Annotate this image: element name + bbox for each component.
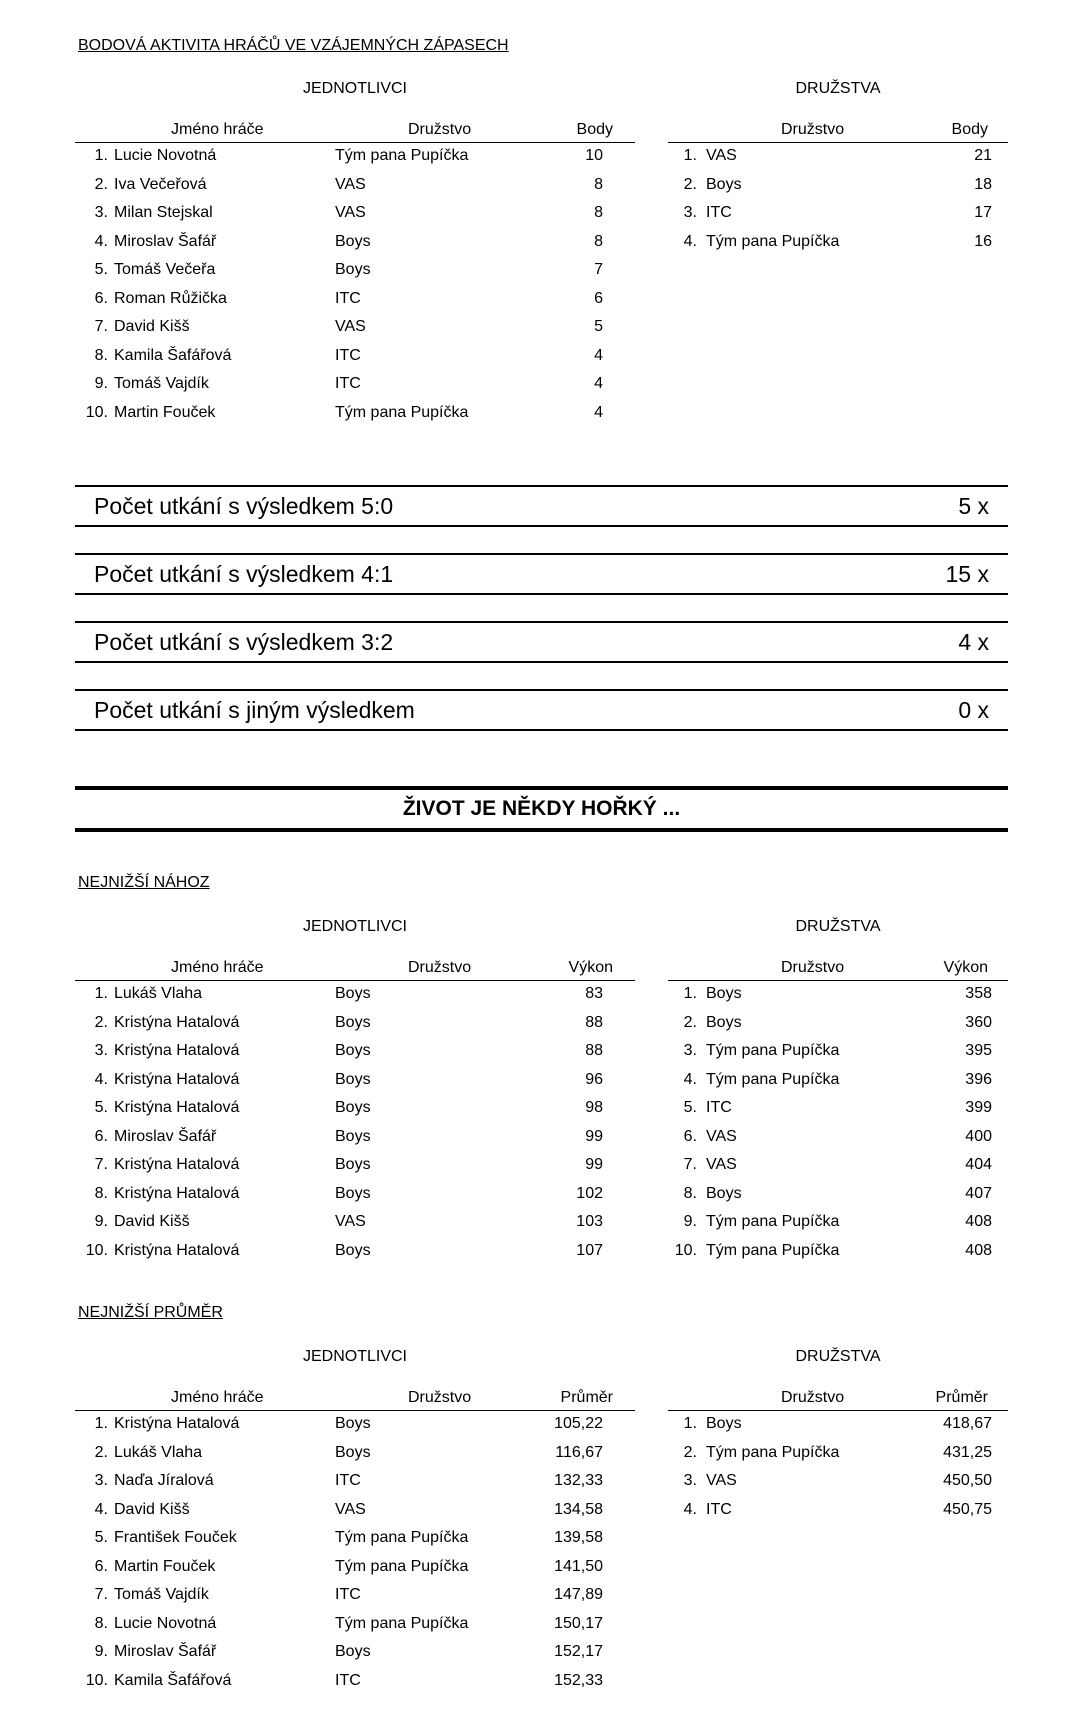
rank: 6. [94,1557,108,1575]
table-row [75,981,635,1009]
table-row [75,1238,635,1266]
value: 105,22 [554,1415,603,1432]
value: 150,17 [554,1614,603,1632]
table-row [75,1639,635,1667]
value: 102 [576,1184,603,1202]
table-row [75,1124,635,1152]
table-row [75,286,635,314]
team-name: Tým pana Pupíčka [706,1070,840,1088]
team-name: Tým pana Pupíčka [335,1557,469,1575]
rank: 1. [683,985,697,1002]
rank: 2. [94,175,108,193]
header-value: Výkon [943,959,988,976]
team-name: Boys [706,985,742,1002]
team-name: Boys [706,1415,742,1432]
rank: 1. [683,147,697,164]
rank: 6. [94,1127,108,1145]
summary-row [75,485,1008,527]
table-row [75,229,635,257]
value: 107 [576,1241,603,1259]
table-row [75,1611,635,1639]
team-name: ITC [335,1671,361,1689]
table-row [668,1440,1008,1468]
table-row [75,343,635,371]
individuals-heading: JEDNOTLIVCI [302,918,407,935]
value: 400 [965,1127,992,1145]
team-name: Boys [706,1013,742,1031]
rank: 8. [94,1184,108,1202]
team-name: VAS [335,175,366,193]
header-value: Body [951,121,988,138]
team-name: Boys [335,232,371,250]
player-name: David Kišš [114,318,190,335]
table-row [668,1209,1008,1237]
value: 450,75 [943,1500,992,1518]
player-name: Kristýna Hatalová [114,1415,240,1432]
value: 16 [974,232,992,250]
team-name: ITC [706,204,732,221]
player-name: Kristýna Hatalová [114,1070,240,1088]
team-name: Tým pana Pupíčka [335,1614,469,1632]
player-name: Kamila Šafářová [114,1671,232,1689]
table-row [75,1067,635,1095]
player-name: David Kišš [114,1213,190,1230]
value: 18 [974,175,992,193]
table-row [75,143,635,171]
value: 103 [576,1213,603,1230]
rank: 10. [85,1241,108,1259]
team-name: Boys [335,1042,371,1059]
summary-count: 0 x [958,697,989,723]
value: 431,25 [943,1443,992,1461]
player-name: Naďa Jíralová [114,1472,214,1489]
team-name: Boys [335,1070,371,1088]
table-row [75,257,635,285]
points-teams-table [668,114,1008,254]
rank: 6. [94,289,108,307]
table-header [668,114,1008,143]
lowest-average-individuals-table [75,1382,635,1702]
team-name: Boys [335,1013,371,1031]
table-header [75,952,635,981]
table-row [668,1497,1008,1525]
value: 358 [965,985,992,1002]
teams-heading: DRUŽSTVA [795,80,881,97]
player-name: Martin Fouček [114,403,216,421]
team-name: VAS [706,1127,737,1145]
rank: 3. [683,204,697,221]
table-row [75,1411,635,1439]
player-name: David Kišš [114,1500,190,1518]
player-name: Lucie Novotná [114,147,217,164]
rank: 1. [94,147,108,164]
team-name: VAS [706,1156,737,1173]
team-name: ITC [706,1099,732,1116]
summary-label: Počet utkání s výsledkem 5:0 [94,493,394,519]
summary-label: Počet utkání s výsledkem 4:1 [94,561,394,587]
rank: 10. [85,403,108,421]
team-name: Boys [335,1415,371,1432]
value: 152,33 [554,1671,603,1689]
rank: 4. [683,232,697,250]
team-name: Tým pana Pupíčka [706,1213,840,1230]
table-header [668,952,1008,981]
header-value: Body [576,121,613,138]
value: 4 [594,375,603,392]
team-name: ITC [335,1472,361,1489]
header-team: Družstvo [781,1389,845,1406]
table-row [668,1411,1008,1439]
team-name: VAS [335,1500,366,1518]
player-name: Martin Fouček [114,1557,216,1575]
table-row [75,314,635,342]
value: 139,58 [554,1529,603,1546]
summary-row [75,553,1008,595]
value: 395 [965,1042,992,1059]
rank: 7. [94,318,108,335]
table-row [75,1468,635,1496]
team-name: Tým pana Pupíčka [706,1042,840,1059]
team-name: ITC [335,346,361,364]
player-name: Kamila Šafářová [114,346,232,364]
value: 96 [585,1070,603,1088]
summary-row [75,689,1008,731]
lowest-throw-individuals-table [75,952,635,1272]
table-row [75,172,635,200]
table-row [668,200,1008,228]
teams-heading: DRUŽSTVA [795,1348,881,1365]
rank: 5. [94,1099,108,1116]
player-name: Lucie Novotná [114,1614,217,1632]
value: 17 [974,204,992,221]
summary-label: Počet utkání s výsledkem 3:2 [94,629,394,655]
summary-count: 5 x [958,493,989,519]
table-row [75,1181,635,1209]
table-row [75,1668,635,1696]
value: 141,50 [554,1557,603,1575]
header-name: Jméno hráče [171,1389,264,1406]
rank: 9. [94,375,108,392]
table-row [75,1554,635,1582]
points-individuals-table [75,114,635,434]
table-row [75,1209,635,1237]
lowest-throw-teams-table [668,952,1008,1272]
rank: 8. [94,1614,108,1632]
table-row [75,1582,635,1610]
team-name: Boys [335,1443,371,1461]
rank: 8. [94,346,108,364]
rank: 2. [683,1443,697,1461]
table-row [75,1038,635,1066]
team-name: Tým pana Pupíčka [335,147,469,164]
value: 4 [594,346,603,364]
player-name: Iva Večeřová [114,175,207,193]
rank: 2. [94,1443,108,1461]
value: 132,33 [554,1472,603,1489]
rank: 3. [94,1472,108,1489]
individuals-heading: JEDNOTLIVCI [302,1348,407,1365]
header-value: Průměr [935,1389,988,1406]
section-title-lowest-throw: NEJNIŽŠÍ NÁHOZ [78,874,210,891]
rank: 3. [683,1472,697,1489]
summary-count: 4 x [958,629,989,655]
header-team: Družstvo [781,959,845,976]
player-name: Kristýna Hatalová [114,1156,240,1173]
rank: 7. [94,1156,108,1173]
table-row [668,1124,1008,1152]
rank: 5. [94,261,108,278]
table-row [75,371,635,399]
header-team: Družstvo [408,959,472,976]
header-team: Družstvo [781,121,845,138]
individuals-heading: JEDNOTLIVCI [302,80,407,97]
value: 418,67 [943,1415,992,1432]
team-name: Boys [335,1156,371,1173]
rank: 2. [683,175,697,193]
rank: 6. [683,1127,697,1145]
team-name: Boys [335,1127,371,1145]
value: 99 [585,1127,603,1145]
team-name: Tým pana Pupíčka [706,1241,840,1259]
player-name: Miroslav Šafář [114,232,217,250]
value: 5 [594,318,603,335]
rank: 4. [94,1070,108,1088]
player-name: Miroslav Šafář [114,1643,217,1660]
value: 83 [585,985,603,1002]
table-row [668,1067,1008,1095]
value: 7 [594,261,603,278]
rank: 7. [683,1156,697,1173]
table-row [75,200,635,228]
section-title-points: BODOVÁ AKTIVITA HRÁČŮ VE VZÁJEMNÝCH ZÁPASECH [78,37,509,54]
value: 8 [594,204,603,221]
table-row [75,1010,635,1038]
team-name: Boys [335,985,371,1002]
summary-label: Počet utkání s jiným výsledkem [94,697,415,723]
table-row [668,143,1008,171]
rank: 5. [683,1099,697,1116]
header-name: Jméno hráče [171,121,264,138]
summary-count: 15 x [945,561,989,587]
value: 408 [965,1213,992,1230]
value: 21 [974,147,992,164]
team-name: Tým pana Pupíčka [335,1529,469,1546]
team-name: ITC [335,375,361,392]
team-name: Boys [706,1184,742,1202]
player-name: Miroslav Šafář [114,1127,217,1145]
table-row [668,1152,1008,1180]
team-name: Tým pana Pupíčka [706,232,840,250]
player-name: Milan Stejskal [114,204,213,221]
rank: 2. [94,1013,108,1031]
rank: 2. [683,1013,697,1031]
header-team: Družstvo [408,121,472,138]
value: 8 [594,175,603,193]
header-team: Družstvo [408,1389,472,1406]
rank: 1. [94,985,108,1002]
player-name: Tomáš Vajdík [114,1586,209,1603]
table-header [75,1382,635,1411]
team-name: Tým pana Pupíčka [335,403,469,421]
table-row [668,229,1008,257]
teams-heading: DRUŽSTVA [795,918,881,935]
rank: 7. [94,1586,108,1603]
value: 6 [594,289,603,307]
table-row [75,1095,635,1123]
team-name: Tým pana Pupíčka [706,1443,840,1461]
team-name: ITC [706,1500,732,1518]
player-name: Kristýna Hatalová [114,1099,240,1116]
rank: 3. [94,204,108,221]
table-row [668,1238,1008,1266]
section-title-lowest-average: NEJNIŽŠÍ PRŮMĚR [78,1304,223,1321]
table-row [668,1095,1008,1123]
rank: 8. [683,1184,697,1202]
team-name: Boys [335,261,371,278]
rank: 10. [85,1671,108,1689]
value: 134,58 [554,1500,603,1518]
value: 399 [965,1099,992,1116]
team-name: Boys [335,1184,371,1202]
table-row [75,1497,635,1525]
lowest-average-teams-table [668,1382,1008,1522]
team-name: ITC [335,1586,361,1603]
value: 360 [965,1013,992,1031]
player-name: Lukáš Vlaha [114,985,203,1002]
team-name: VAS [706,1472,737,1489]
player-name: František Fouček [114,1529,237,1546]
table-row [668,1010,1008,1038]
value: 147,89 [554,1586,603,1603]
player-name: Lukáš Vlaha [114,1443,203,1461]
player-name: Tomáš Večeřa [114,261,216,278]
table-row [75,1440,635,1468]
rank: 10. [674,1241,697,1259]
value: 10 [585,147,603,164]
value: 408 [965,1241,992,1259]
value: 152,17 [554,1643,603,1660]
rank: 4. [94,232,108,250]
table-row [668,1181,1008,1209]
value: 88 [585,1013,603,1031]
table-row [75,1152,635,1180]
table-row [668,1038,1008,1066]
value: 99 [585,1156,603,1173]
header-value: Výkon [568,959,613,976]
team-name: Boys [335,1099,371,1116]
table-row [75,1525,635,1553]
player-name: Kristýna Hatalová [114,1241,240,1259]
team-name: Boys [335,1643,371,1660]
player-name: Tomáš Vajdík [114,375,209,392]
team-name: ITC [335,289,361,307]
team-name: Boys [335,1241,371,1259]
team-name: VAS [335,1213,366,1230]
value: 4 [594,403,603,421]
rank: 9. [94,1213,108,1230]
value: 116,67 [555,1443,603,1461]
table-header [668,1382,1008,1411]
rank: 1. [94,1415,108,1432]
player-name: Roman Růžička [114,289,227,307]
header-value: Průměr [560,1389,613,1406]
team-name: Boys [706,175,742,193]
rank: 4. [94,1500,108,1518]
table-row [668,172,1008,200]
team-name: VAS [706,147,737,164]
rank: 1. [683,1415,697,1432]
table-header [75,114,635,143]
rank: 9. [94,1643,108,1660]
summary-row [75,621,1008,663]
value: 396 [965,1070,992,1088]
player-name: Kristýna Hatalová [114,1184,240,1202]
value: 8 [594,232,603,250]
header-name: Jméno hráče [171,959,264,976]
value: 88 [585,1042,603,1059]
rank: 3. [94,1042,108,1059]
player-name: Kristýna Hatalová [114,1042,240,1059]
rank: 3. [683,1042,697,1059]
rank: 4. [683,1500,697,1518]
value: 404 [965,1156,992,1173]
table-row [75,400,635,428]
rank: 9. [683,1213,697,1230]
rank: 4. [683,1070,697,1088]
value: 98 [585,1099,603,1116]
value: 450,50 [943,1472,992,1489]
team-name: VAS [335,204,366,221]
table-row [668,1468,1008,1496]
value: 407 [965,1184,992,1202]
team-name: VAS [335,318,366,335]
player-name: Kristýna Hatalová [114,1013,240,1031]
table-row [668,981,1008,1009]
banner-heading: ŽIVOT JE NĚKDY HOŘKÝ ... [75,786,1008,832]
rank: 5. [94,1529,108,1546]
